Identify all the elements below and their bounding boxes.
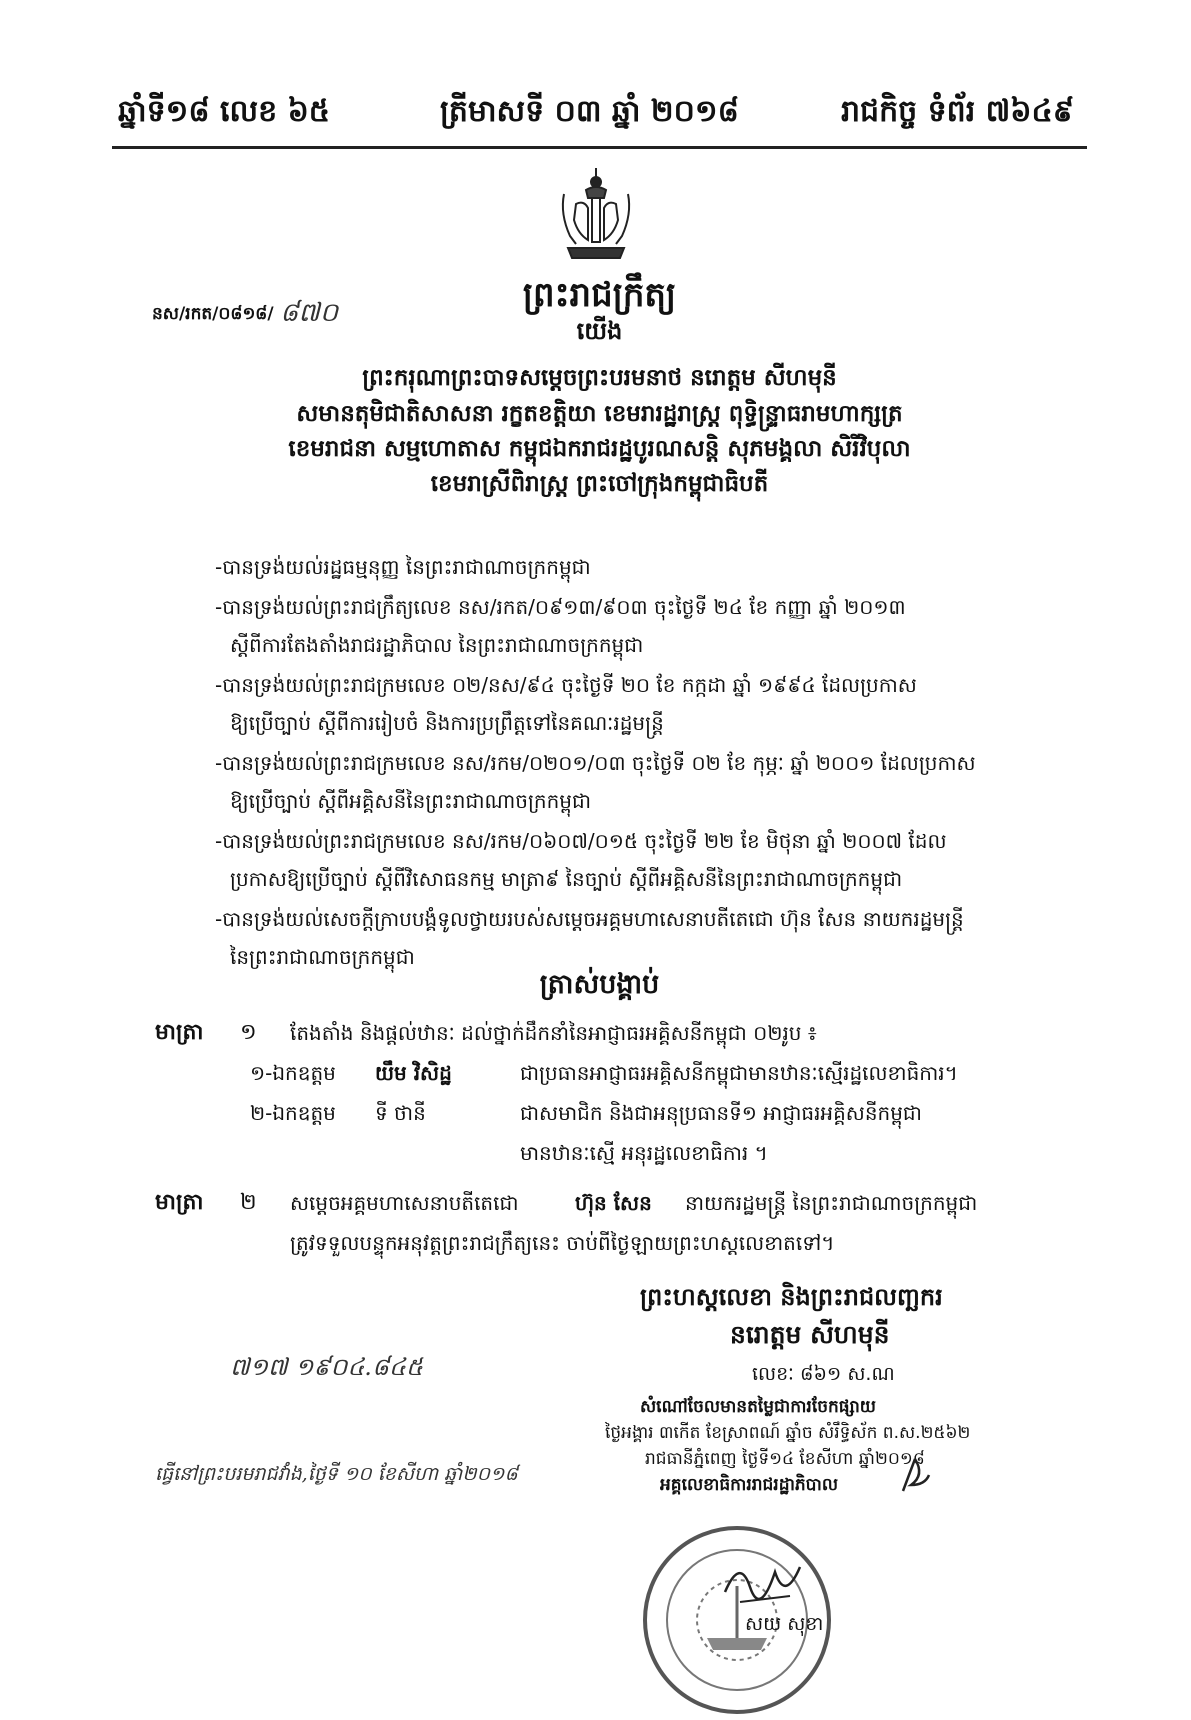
article-1-item-2-name: ទី ថានី: [375, 1101, 426, 1125]
header-quarter: ត្រីមាសទី ០៣ ឆ្នាំ ២០១៨: [440, 94, 739, 129]
recital-line: ប្រកាសឱ្យប្រើច្បាប់ ស្តីពីវិសោធនកម្ម មាត្រា៩ នៃច្បាប់ ស្តីពីអគ្គិសនីនៃព្រះរាជាណាចក្រកម្ពុជា: [230, 867, 903, 891]
signature-title: ព្រះហស្តលេខា និងព្រះរាជលញ្ឆករ: [640, 1283, 943, 1311]
recital-line: -បានទ្រង់យល់ព្រះរាជក្រឹត្យលេខ នស/រកត/០៩១៣/៩០៣ ចុះថ្ងៃទី ២៤ ខែ កញ្ញា ឆ្នាំ ២០១៣: [215, 595, 906, 619]
recital-line: នៃព្រះរាជាណាចក្រកម្ពុជា: [230, 945, 415, 969]
signature-scribble-icon: [720, 1552, 810, 1612]
header-issue: ឆ្នាំទី១៨ លេខ ៦៥: [118, 94, 331, 129]
recital-line: ឱ្យប្រើច្បាប់ ស្តីពីការរៀបចំ និងការប្រព្រឹត្តទៅនៃគណៈរដ្ឋមន្ត្រី: [230, 711, 664, 735]
number-line: លេខៈ ៨៦១ ស.ណ: [752, 1363, 895, 1385]
recital-line: ឱ្យប្រើច្បាប់ ស្តីពីអគ្គិសនីនៃព្រះរាជាណាចក្រកម្ពុជា: [230, 789, 592, 813]
article-1-number: ១: [240, 1020, 257, 1045]
royal-emblem-icon: [546, 164, 646, 264]
lunar-date: ថ្ងៃអង្គារ ៣កើត ខែស្រាពណ៍ ឆ្នាំច សំរឹទ្ធិស័ក ព.ស.២៥៦២: [605, 1423, 971, 1443]
article-1-text: តែងតាំង និងផ្តល់ឋានៈ ដល់ថ្នាក់ដឹកនាំនៃអាជ្ញាធរអគ្គិសនីកម្ពុជា ០២រូប ៖: [290, 1021, 817, 1045]
signature-name: នរោត្តម សីហមុនី: [730, 1320, 890, 1349]
recital-line: ស្តីពីការតែងតាំងរាជរដ្ឋាភិបាល នៃព្រះរាជាណាចក្រកម្ពុជា: [230, 633, 644, 657]
article-1-item-2-role: ជាសមាជិក និងជាអនុប្រធានទី១ អាជ្ញាធរអគ្គិសនីកម្ពុជា: [520, 1101, 922, 1125]
initial-mark-icon: [895, 1455, 935, 1495]
king-title-line: ខេមរាជនា សម្មហោតាស កម្ពុជឯករាជរដ្ឋបូរណសន្តិ សុភមង្គលា សិរីវិបុលា: [288, 436, 911, 462]
article-2-label: មាត្រា: [155, 1190, 204, 1215]
recital-line: -បានទ្រង់យល់រដ្ឋធម្មនុញ្ញ នៃព្រះរាជាណាចក្រកម្ពុជា: [215, 555, 591, 579]
article-2-text-cont: ត្រូវទទួលបន្ទុកអនុវត្តព្រះរាជក្រឹត្យនេះ ចាប់ពីថ្ងៃឡាយព្រះហស្តលេខាតទៅ។: [290, 1231, 835, 1255]
city-date: រាជធានីភ្នំពេញ ថ្ងៃទី១៤ ខែសីហា ឆ្នាំ២០១៨: [645, 1449, 925, 1469]
copy-line: សំណៅចែលមានតម្លៃជាការចែកផ្សាយ: [640, 1397, 876, 1417]
article-1-item-2-prefix: ២-ឯកឧត្តម: [250, 1101, 336, 1125]
recital-line: -បានទ្រង់យល់ព្រះរាជក្រមលេខ ០២/នស/៩៤ ចុះថ្ងៃទី ២០ ខែ កក្កដា ឆ្នាំ ១៩៩៤ ដែលប្រកាស: [215, 673, 917, 697]
article-2-text-b: នាយករដ្ឋមន្ត្រី នៃព្រះរាជាណាចក្រកម្ពុជា: [685, 1191, 978, 1215]
king-title-line: សមានតុមិជាតិសាសនា រក្ខតខត្តិយា ខេមរារដ្ឋរាស្ត្រ ពុទ្ធិន្ទ្រាធរាមហាក្សត្រ: [296, 401, 903, 427]
handwritten-reference: ៧១៧ ១៩០៤.៨៤៥: [230, 1353, 423, 1381]
recital-line: -បានទ្រង់យល់ព្រះរាជក្រមលេខ នស/រកម/០២០១/០៣ ចុះថ្ងៃទី ០២ ខែ កុម្ភៈ ឆ្នាំ ២០០១ ដែលប្រកាស: [215, 751, 976, 775]
decree-title: ព្រះរាជក្រឹត្យ: [522, 275, 677, 315]
reference-handwritten: ៨៧០: [280, 298, 339, 328]
order-heading: ត្រាស់បង្គាប់: [539, 969, 660, 1000]
article-1-item-1-name: យឹម វិសិដ្ឋ: [375, 1061, 452, 1085]
article-2-number: ២: [240, 1190, 257, 1215]
king-title-line: ខេមរាស្រីពិរាស្ត្រ ព្រះចៅក្រុងកម្ពុជាធិបតី: [430, 471, 769, 497]
article-2-text-a: សម្តេចអគ្គមហាសេនាបតីតេជោ: [290, 1191, 519, 1215]
recital-line: -បានទ្រង់យល់សេចក្តីក្រាបបង្គំទូលថ្វាយរបស់សម្តេចអគ្គមហាសេនាបតីតេជោ ហ៊ុន សែន នាយករដ្ឋមន្ត្រី: [215, 907, 964, 931]
header-page: រាជកិច្ច ទំព័រ ៧៦៤៩: [841, 94, 1074, 129]
article-1-item-1-prefix: ១-ឯកឧត្តម: [250, 1061, 336, 1085]
secretary-name: សយ សុខា: [745, 1613, 824, 1635]
article-2-name: ហ៊ុន សែន: [575, 1191, 652, 1215]
secretary-title: អគ្គលេខាធិការរាជរដ្ឋាភិបាល: [660, 1475, 839, 1495]
reference-number: នស/រកត/០៨១៨/: [152, 304, 274, 324]
header-rule: [112, 146, 1087, 149]
place-date: ធ្វើនៅព្រះបរមរាជវាំង,ថ្ងៃទី ១០ ខែសីហា ឆ្នាំ២០១៨: [155, 1463, 518, 1485]
article-1-label: មាត្រា: [155, 1020, 204, 1045]
article-1-item-1-role: ជាប្រធានអាជ្ញាធរអគ្គិសនីកម្ពុជាមានឋានៈស្មើរដ្ឋលេខាធិការ។: [520, 1061, 958, 1085]
recital-line: -បានទ្រង់យល់ព្រះរាជក្រមលេខ នស/រកម/០៦០៧/០១៥ ចុះថ្ងៃទី ២២ ខែ មិថុនា ឆ្នាំ ២០០៧ ដែល: [215, 829, 947, 853]
article-1-item-2-role-cont: មានឋានៈស្មើ អនុរដ្ឋលេខាធិការ ។: [520, 1141, 768, 1165]
we-heading: យើង: [576, 317, 623, 345]
king-title-line: ព្រះករុណាព្រះបាទសម្តេចព្រះបរមនាថ នរោត្តម សីហមុនី: [362, 365, 837, 391]
